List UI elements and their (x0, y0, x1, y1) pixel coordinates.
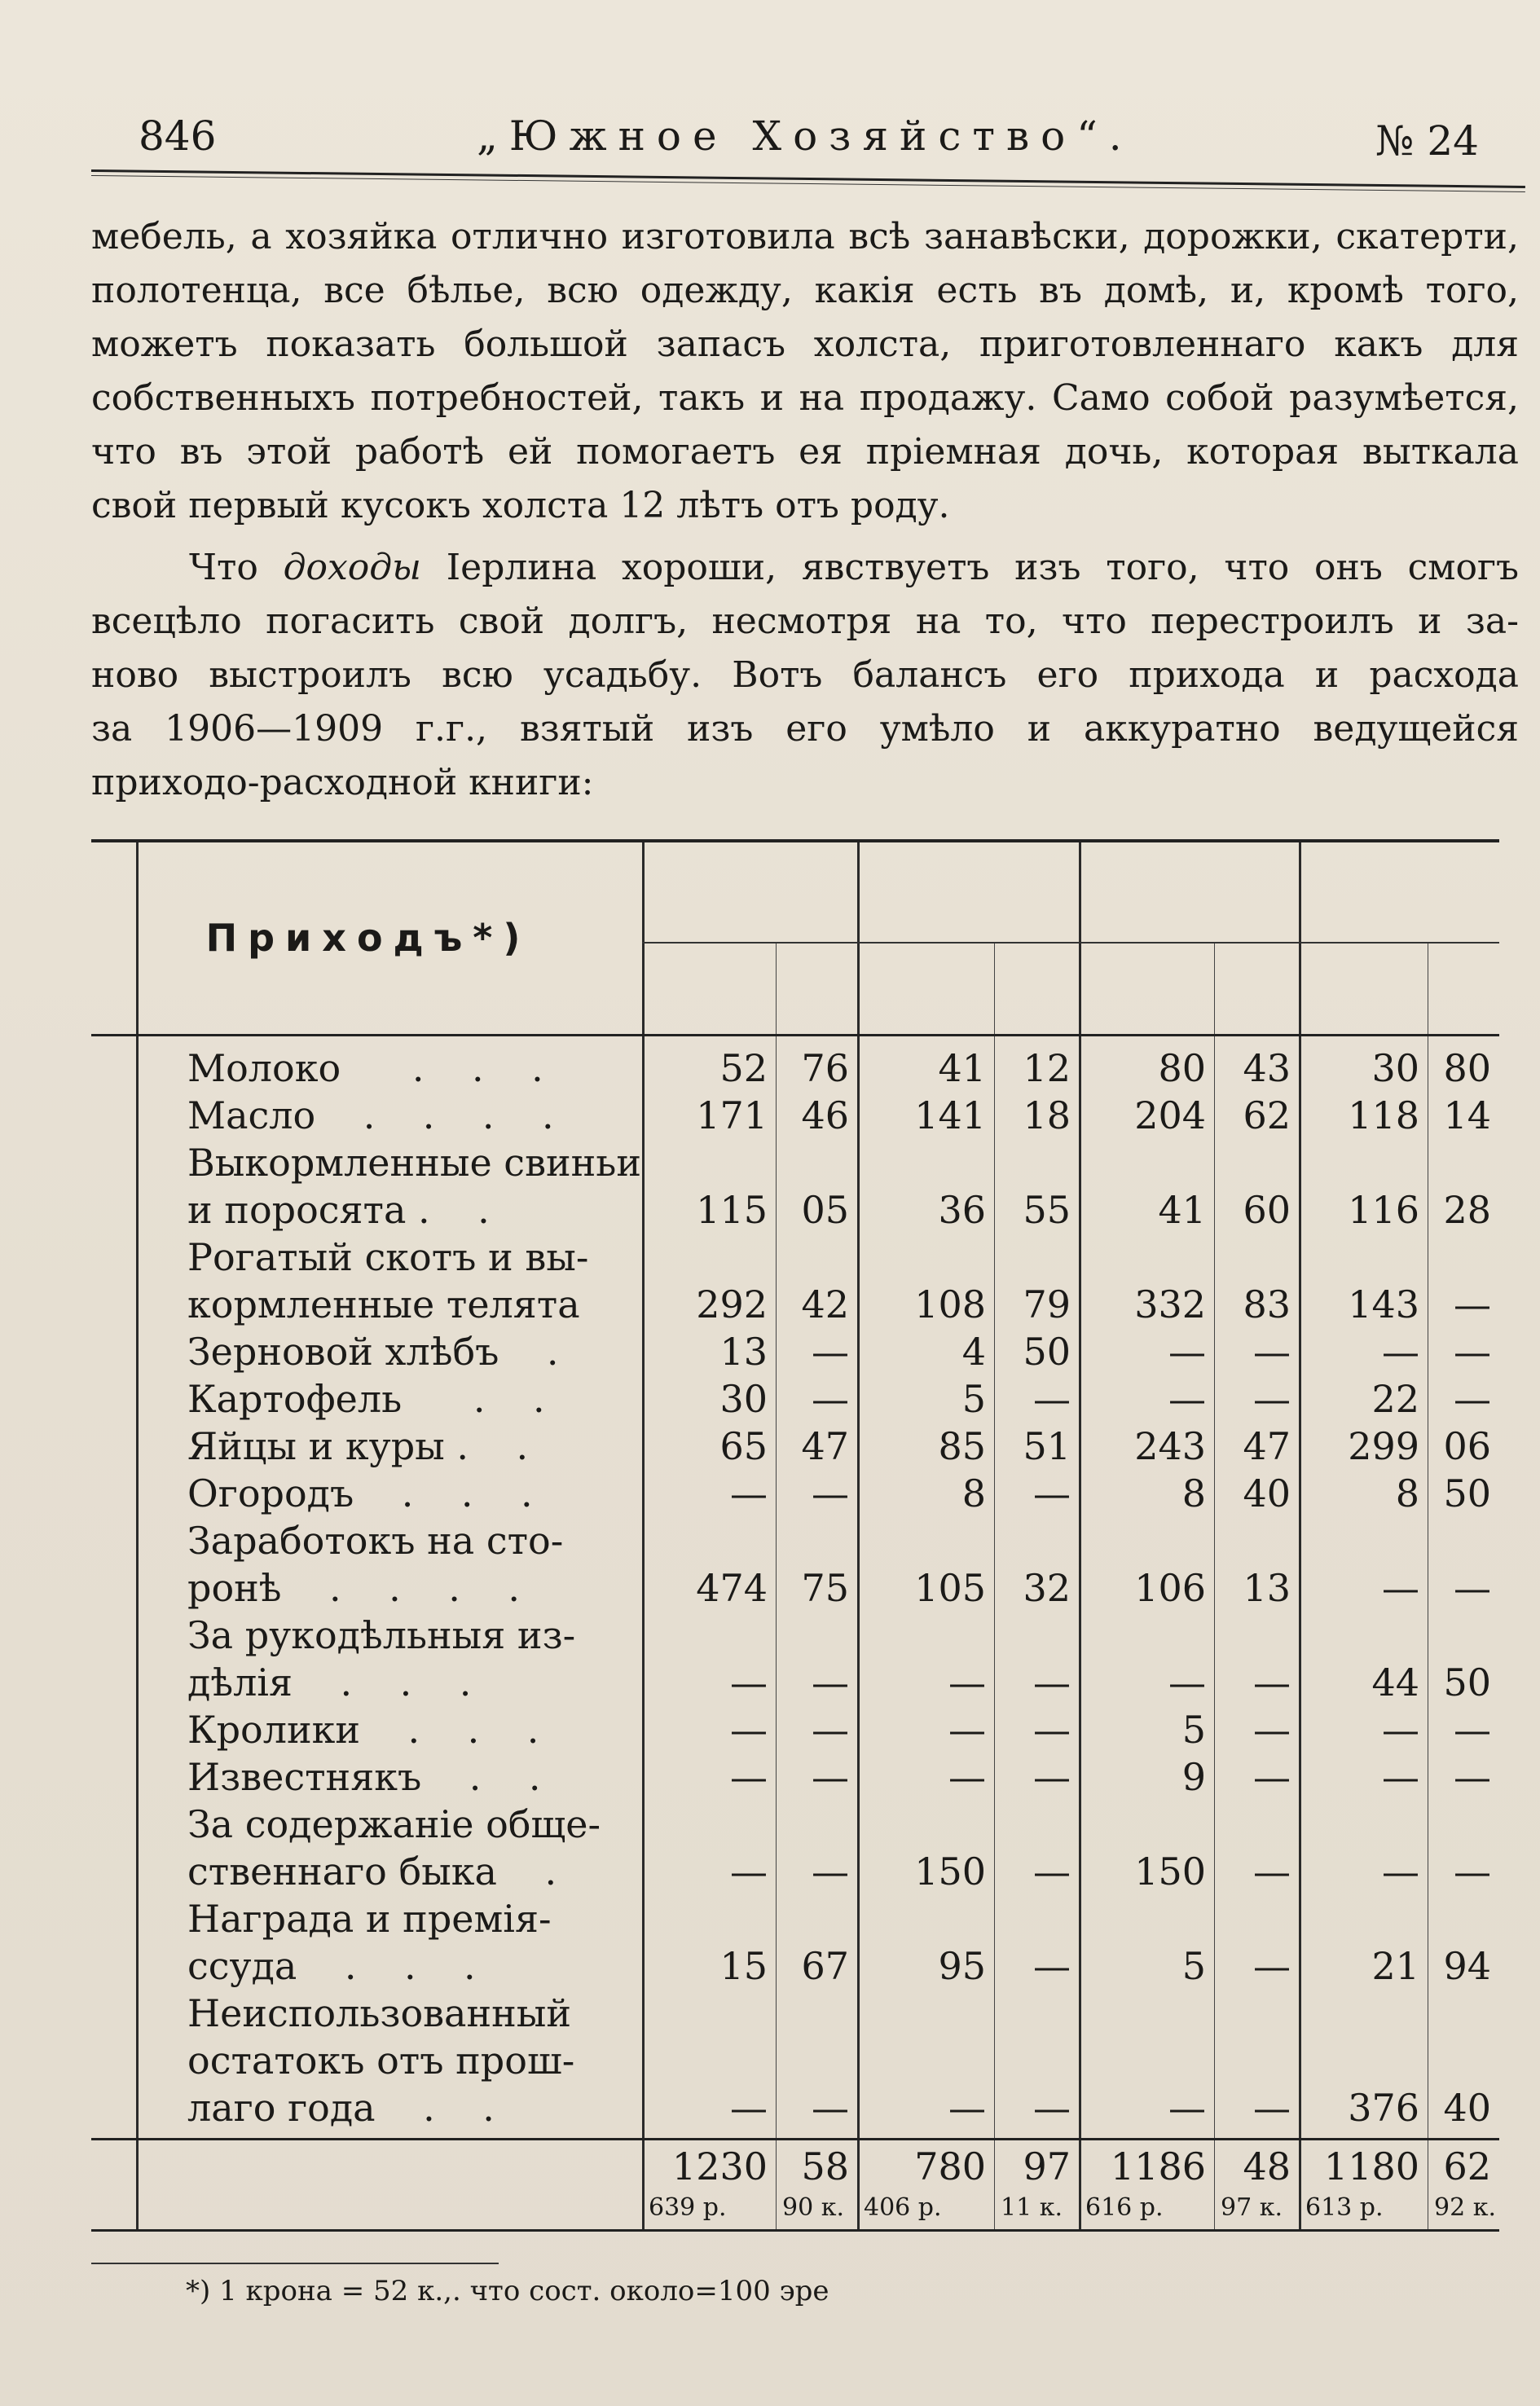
ore-value: — (812, 1377, 849, 1421)
ore-value: — (812, 1471, 849, 1515)
krona-value: 41 (1158, 1188, 1206, 1232)
footnote-rule (91, 2263, 499, 2264)
ore-value: 50 (1443, 1660, 1491, 1704)
ore-value: 18 (1023, 1093, 1071, 1137)
total-ore: 97 (1023, 2144, 1071, 2188)
ore-value: — (1253, 1944, 1291, 1988)
krona-value: — (1168, 1377, 1206, 1421)
ore-value: 40 (1243, 1471, 1291, 1515)
ore-value: 62 (1243, 1093, 1291, 1137)
ore-value: 32 (1023, 1566, 1071, 1610)
krona-value: — (730, 2086, 768, 2130)
krona-value: — (730, 1708, 768, 1752)
krona-value: 30 (1371, 1046, 1419, 1090)
footnote: *) 1 крона = 52 к.,. что сост. около=100 эре (186, 2275, 829, 2307)
ore-value: — (812, 1660, 849, 1704)
krona-value: 141 (914, 1093, 986, 1137)
krona-value: — (730, 1755, 768, 1799)
total-krona: 1186 (1110, 2144, 1206, 2188)
krona-value: 9 (1181, 1755, 1206, 1799)
text-line: ново выстроилъ всю усадьбу. Вотъ балансъ его прихода и расхода (91, 654, 1519, 696)
total-krona: 780 (914, 2144, 986, 2188)
ore-value: 80 (1443, 1046, 1491, 1090)
table-bottom-rule (91, 2229, 1499, 2232)
issue-number: № 24 (1375, 117, 1479, 165)
ore-value: — (1253, 1377, 1291, 1421)
krona-value: 292 (696, 1282, 768, 1326)
ore-value: 55 (1023, 1188, 1071, 1232)
income-table (91, 842, 1499, 2228)
krona-value: 118 (1348, 1093, 1419, 1137)
ore-value: 12 (1023, 1046, 1071, 1090)
krona-value: 150 (1134, 1850, 1206, 1894)
krona-value: — (1382, 1708, 1419, 1752)
krona-value: — (730, 1850, 768, 1894)
ore-value: — (1033, 1377, 1071, 1421)
krona-value: 299 (1348, 1424, 1419, 1468)
ore-value: — (1033, 1471, 1071, 1515)
ore-value: 47 (801, 1424, 849, 1468)
ore-value: — (1253, 1660, 1291, 1704)
ore-value: 42 (801, 1282, 849, 1326)
running-header (94, 112, 1479, 169)
krona-value: — (1382, 1566, 1419, 1610)
ore-value: 50 (1443, 1471, 1491, 1515)
row-label: Известнякъ . . (187, 1755, 541, 1799)
krona-value: — (1168, 1330, 1206, 1374)
ore-value: — (1454, 1566, 1491, 1610)
ore-value: 46 (801, 1093, 849, 1137)
approx-value: 613 р. (1305, 2193, 1384, 2222)
total-ore: 62 (1443, 2144, 1491, 2188)
ore-value: — (1033, 1850, 1071, 1894)
text-line: собственныхъ потребностей, такъ и на продажу. Само собой разумѣется, (91, 377, 1519, 419)
ore-value: 13 (1243, 1566, 1291, 1610)
ore-value: 79 (1023, 1282, 1071, 1326)
journal-title: „Южное Хозяйство“. (477, 112, 1133, 160)
header-bottom-rule (91, 1034, 1499, 1036)
row-label: Заработокъ на сто- ронѣ . . . . (187, 1519, 564, 1610)
row-label: Яйцы и куры . . (187, 1424, 529, 1468)
krona-value: 21 (1371, 1944, 1419, 1988)
approx-value: 616 р. (1085, 2193, 1164, 2222)
text-line: всецѣло погасить свой долгъ, несмотря на то, что перестроилъ и за- (91, 600, 1519, 642)
ore-value: — (1253, 1850, 1291, 1894)
ore-value: 05 (801, 1188, 849, 1232)
row-label: Рогатый скотъ и вы- кормленные телята (187, 1235, 589, 1326)
ore-value: — (1033, 2086, 1071, 2130)
ore-value: — (1033, 1755, 1071, 1799)
ore-value: 67 (801, 1944, 849, 1988)
text-line: полотенца, все бѣлье, всю одежду, какія есть въ домѣ, и, кромѣ того, (91, 270, 1519, 311)
ore-value: 60 (1243, 1188, 1291, 1232)
krona-value: 65 (719, 1424, 768, 1468)
total-rule (91, 2138, 1499, 2140)
ore-value: 83 (1243, 1282, 1291, 1326)
ore-value: — (1253, 1330, 1291, 1374)
krona-value: 474 (696, 1566, 768, 1610)
ore-value: 28 (1443, 1188, 1491, 1232)
ore-value: — (1454, 1377, 1491, 1421)
krona-value: — (1382, 1330, 1419, 1374)
ore-value: 75 (801, 1566, 849, 1610)
krona-value: 22 (1371, 1377, 1419, 1421)
krona-value: — (948, 2086, 986, 2130)
krona-value: — (730, 1471, 768, 1515)
ore-value: — (1033, 1660, 1071, 1704)
row-label: Зерновой хлѣбъ . (187, 1330, 559, 1374)
ore-value: — (1033, 1708, 1071, 1752)
krona-value: 15 (719, 1944, 768, 1988)
ore-value: 14 (1443, 1093, 1491, 1137)
ore-value: — (1253, 1708, 1291, 1752)
ore-value: 47 (1243, 1424, 1291, 1468)
krona-value: 5 (1181, 1944, 1206, 1988)
krona-value: 243 (1134, 1424, 1206, 1468)
ore-value: — (1454, 1755, 1491, 1799)
krona-value: 171 (696, 1093, 768, 1137)
row-label: Кролики . . . (187, 1708, 539, 1752)
ore-value: — (1253, 2086, 1291, 2130)
krona-value: 143 (1348, 1282, 1419, 1326)
row-label: За рукодѣльныя из- дѣлія . . . (187, 1613, 576, 1704)
total-ore: 48 (1243, 2144, 1291, 2188)
ore-value: — (812, 1708, 849, 1752)
krona-value: 4 (961, 1330, 986, 1374)
krona-value: 30 (719, 1377, 768, 1421)
krona-value: — (1382, 1850, 1419, 1894)
ore-value: 06 (1443, 1424, 1491, 1468)
text-line: приходо-расходной книги: (91, 762, 594, 803)
total-krona: 1180 (1323, 2144, 1419, 2188)
row-label: Награда и премія- ссуда . . . (187, 1897, 552, 1988)
ore-value: 51 (1023, 1424, 1071, 1468)
krona-value: 8 (961, 1471, 986, 1515)
krona-value: — (1168, 2086, 1206, 2130)
ore-value: — (812, 1850, 849, 1894)
ore-value: — (812, 1330, 849, 1374)
ore-value: 94 (1443, 1944, 1491, 1988)
paragraph-1 (91, 210, 1519, 533)
page-number: 846 (139, 112, 217, 160)
krona-value: 115 (696, 1188, 768, 1232)
approx-value: 92 к. (1434, 2193, 1496, 2222)
krona-value: 204 (1134, 1093, 1206, 1137)
krona-value: 13 (719, 1330, 768, 1374)
row-label: Картофель . . (187, 1377, 545, 1421)
approx-value: 90 к. (782, 2193, 844, 2222)
krona-value: 95 (938, 1944, 986, 1988)
krona-value: 44 (1371, 1660, 1419, 1704)
ore-value: — (812, 2086, 849, 2130)
krona-value: 85 (938, 1424, 986, 1468)
text-line (91, 541, 1519, 595)
krona-value: 8 (1181, 1471, 1206, 1515)
text-line: за 1906—1909 г.г., взятый изъ его умѣло и аккуратно ведущейся (91, 708, 1519, 750)
approx-value: 406 р. (864, 2193, 942, 2222)
row-label: Огородъ . . . (187, 1471, 533, 1515)
krona-value: — (1168, 1660, 1206, 1704)
krona-value: 80 (1158, 1046, 1206, 1090)
krona-value: 36 (938, 1188, 986, 1232)
ore-value: — (1454, 1282, 1491, 1326)
approx-value: 97 к. (1221, 2193, 1283, 2222)
total-krona: 1230 (671, 2144, 768, 2188)
text-line: мебель, а хозяйка отлично изготовила всѣ занавѣски, дорожки, скатерти, (91, 216, 1519, 257)
krona-value: 150 (914, 1850, 986, 1894)
krona-value: 52 (719, 1046, 768, 1090)
text-span: Іерлина хороши, явствуетъ изъ того, что онъ смогъ (421, 547, 1519, 588)
emphasis-word: доходы (283, 547, 422, 588)
ore-value: — (812, 1755, 849, 1799)
paragraph-2 (91, 541, 1519, 810)
ore-value: 43 (1243, 1046, 1291, 1090)
text-line: свой первый кусокъ холста 12 лѣтъ отъ роду. (91, 485, 950, 526)
header-divider (642, 942, 1499, 943)
krona-value: 5 (1181, 1708, 1206, 1752)
ore-value: — (1454, 1708, 1491, 1752)
krona-value: — (948, 1708, 986, 1752)
krona-value: 41 (938, 1046, 986, 1090)
header-rule (91, 169, 1525, 188)
krona-value: 105 (914, 1566, 986, 1610)
ore-value: — (1454, 1850, 1491, 1894)
row-label: Масло . . . . (187, 1093, 554, 1137)
krona-value: — (730, 1660, 768, 1704)
krona-value: 332 (1134, 1282, 1206, 1326)
ore-value: 76 (801, 1046, 849, 1090)
ore-value: — (1253, 1755, 1291, 1799)
text-line: что въ этой работѣ ей помогаетъ ея пріемная дочь, которая выткала (91, 431, 1519, 473)
row-label: Молоко . . . (187, 1046, 543, 1090)
krona-value: 108 (914, 1282, 986, 1326)
table-title: Приходъ*) (205, 916, 531, 960)
approx-value: 11 к. (1001, 2193, 1063, 2222)
approx-value: 639 р. (649, 2193, 727, 2222)
text-span: Что (189, 547, 284, 588)
row-label: Выкормленные свиньи и поросята . . (187, 1141, 641, 1232)
krona-value: 106 (1134, 1566, 1206, 1610)
krona-value: 116 (1348, 1188, 1419, 1232)
ore-value: — (1033, 1944, 1071, 1988)
ore-value: — (1454, 1330, 1491, 1374)
krona-value: — (948, 1755, 986, 1799)
krona-value: 8 (1395, 1471, 1419, 1515)
row-label: За содержаніе обще- ственнаго быка . (187, 1802, 601, 1894)
total-ore: 58 (801, 2144, 849, 2188)
table-left-border (136, 842, 139, 2229)
krona-value: — (948, 1660, 986, 1704)
krona-value: 5 (961, 1377, 986, 1421)
krona-value: 376 (1348, 2086, 1419, 2130)
row-label: Неиспользованный остатокъ отъ прош- лаго года . . (187, 1991, 575, 2130)
ore-value: 50 (1023, 1330, 1071, 1374)
ore-value: 40 (1443, 2086, 1491, 2130)
krona-value: — (1382, 1755, 1419, 1799)
text-line: можетъ показать большой запасъ холста, приготовленнаго какъ для (91, 323, 1519, 365)
